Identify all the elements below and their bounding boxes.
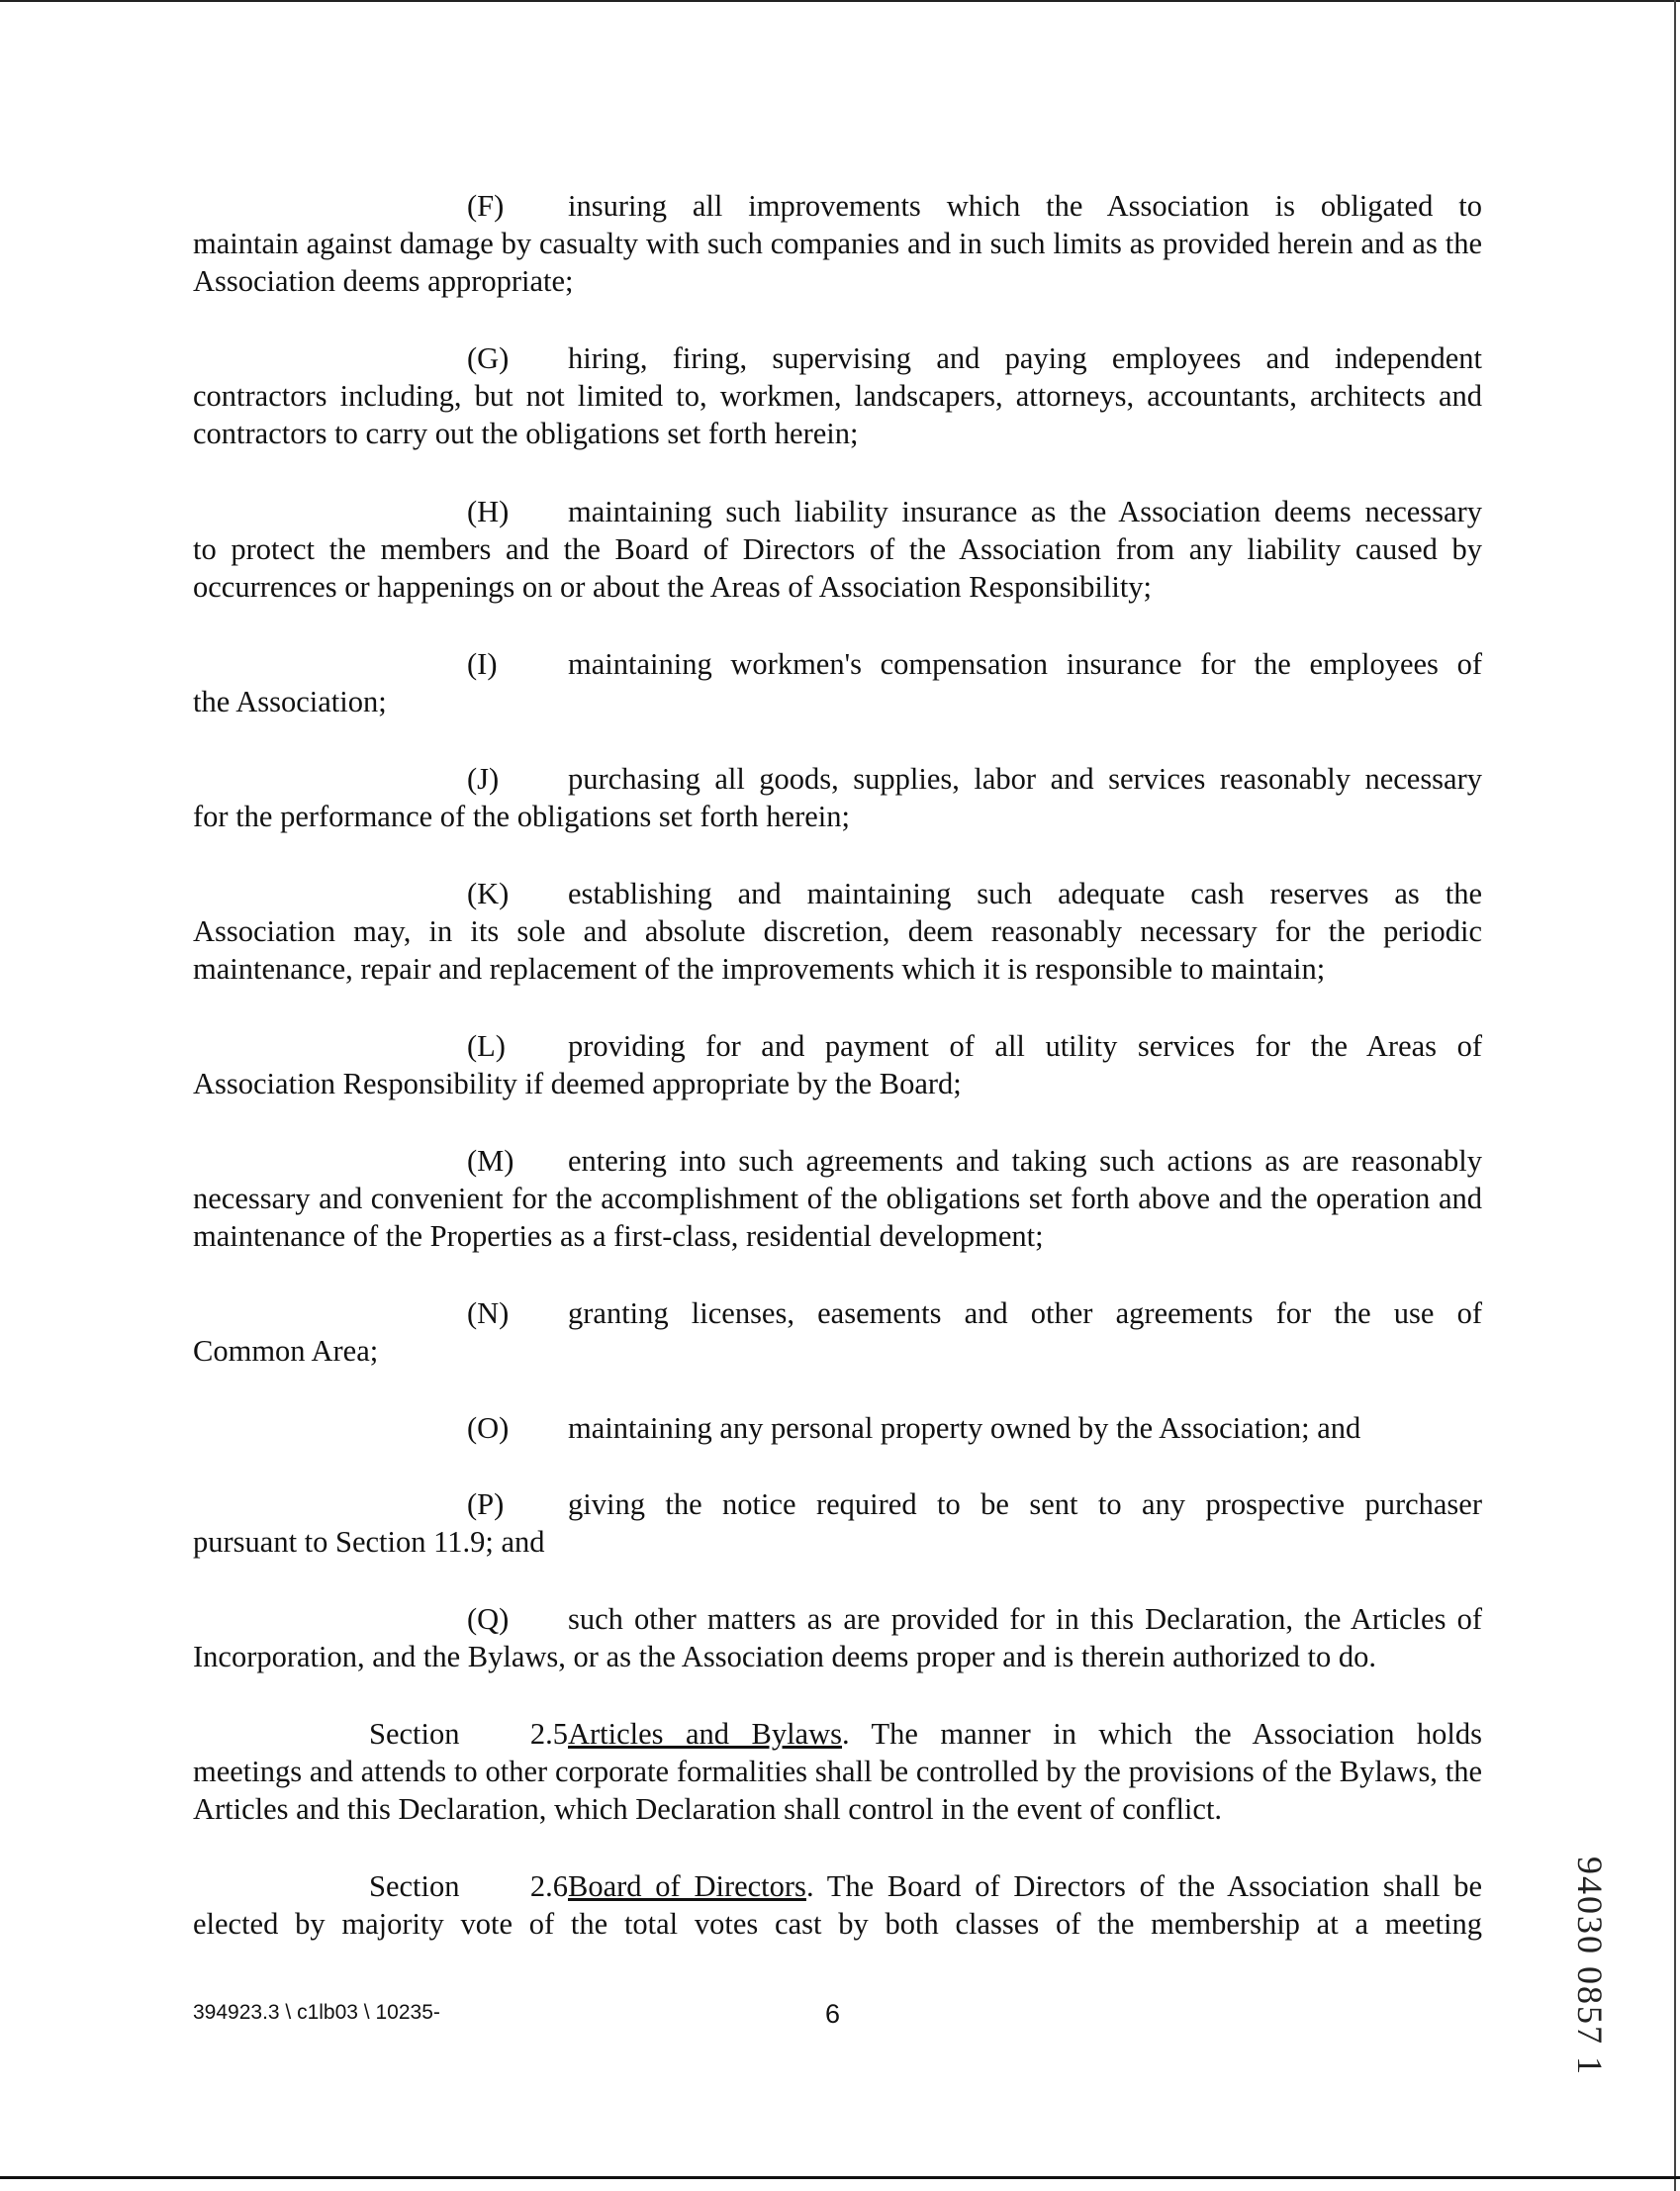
- item-lead: purchasing all goods, supplies, labor and services reasonably necessary: [568, 762, 1482, 796]
- section-number: Section 2.5: [369, 1717, 568, 1751]
- item-letter: (F): [467, 189, 505, 223]
- item-rest: contractors including, but not limited to, workmen, landscapers, attorneys, accountants, architects and contractors to carry out the obligations set forth herein;: [193, 379, 1482, 450]
- recording-stamp: 94030 0857 1: [1570, 1857, 1610, 2076]
- item-rest: to protect the members and the Board of Directors of the Association from any liability caused by occurrences or happenings on or about the Areas of Association Responsibility;: [193, 532, 1482, 604]
- item-lead: maintaining workmen's compensation insurance for the employees of: [568, 647, 1482, 681]
- item-letter: (K): [467, 877, 510, 910]
- item-letter: (I): [467, 647, 498, 681]
- section-text-first: . The Board of Directors of the Association shall be: [805, 1869, 1482, 1903]
- item-n: [193, 1294, 1482, 1370]
- item-rest: for the performance of the obligations set forth herein;: [193, 800, 850, 833]
- item-rest: maintain against damage by casualty with such companies and in such limits as provided herein and as the Association deems appropriate;: [193, 227, 1482, 298]
- item-lead: giving the notice required to be sent to any prospective purchaser: [568, 1487, 1482, 1521]
- item-p: [193, 1485, 1482, 1561]
- item-m: [193, 1142, 1482, 1255]
- item-rest: necessary and convenient for the accomplishment of the obligations set forth above and the operation and maintenance of the Properties as a first-class, residential development;: [193, 1182, 1482, 1253]
- item-lead: maintaining such liability insurance as the Association deems necessary: [568, 495, 1482, 528]
- section-text-rest: meetings and attends to other corporate formalities shall be controlled by the provisions of the Bylaws, the Articles and this Declaration, which Declaration shall control in the event of conflict.: [193, 1755, 1482, 1826]
- item-j: [193, 760, 1482, 835]
- section-text-first: . The manner in which the Association holds: [841, 1717, 1482, 1751]
- item-rest: pursuant to Section 11.9; and: [193, 1525, 545, 1559]
- item-g: [193, 339, 1482, 452]
- item-lead: such other matters as are provided for in this Declaration, the Articles of: [568, 1602, 1482, 1636]
- section-number: Section 2.6: [369, 1869, 568, 1903]
- section-2-6: [193, 1867, 1482, 1943]
- item-rest: Association Responsibility if deemed appropriate by the Board;: [193, 1067, 962, 1100]
- item-q: [193, 1600, 1482, 1675]
- item-i: [193, 645, 1482, 720]
- footer-document-id: 394923.3 \ c1lb03 \ 10235-: [193, 2001, 440, 2024]
- top-scan-edge: [0, 0, 1680, 2]
- bottom-scan-edge: [0, 2176, 1680, 2179]
- item-letter: (O): [467, 1411, 510, 1445]
- item-letter: (G): [467, 341, 510, 375]
- section-heading: Board of Directors: [568, 1869, 806, 1903]
- item-lead: maintaining any personal property owned by the Association; and: [568, 1411, 1361, 1445]
- item-h: [193, 493, 1482, 606]
- item-lead: insuring all improvements which the Association is obligated to: [568, 189, 1482, 223]
- section-heading: Articles and Bylaws: [568, 1717, 842, 1751]
- item-letter: (J): [467, 762, 500, 796]
- item-lead: granting licenses, easements and other agreements for the use of: [568, 1296, 1482, 1330]
- section-text-rest: elected by majority vote of the total votes cast by both classes of the membership at a meeting: [193, 1907, 1482, 1941]
- item-k: [193, 875, 1482, 988]
- item-lead: entering into such agreements and taking such actions as are reasonably: [568, 1144, 1482, 1178]
- item-o: [193, 1409, 1482, 1447]
- item-lead: providing for and payment of all utility services for the Areas of: [568, 1029, 1482, 1063]
- item-f: [193, 187, 1482, 300]
- page-number: 6: [825, 1999, 841, 2029]
- item-letter: (M): [467, 1144, 514, 1178]
- item-lead: hiring, firing, supervising and paying employees and independent: [568, 341, 1482, 375]
- item-letter: (H): [467, 495, 510, 528]
- right-scan-edge: [1674, 0, 1676, 2191]
- item-rest: the Association;: [193, 685, 387, 718]
- item-lead: establishing and maintaining such adequate cash reserves as the: [568, 877, 1482, 910]
- item-letter: (Q): [467, 1602, 510, 1636]
- item-letter: (N): [467, 1296, 510, 1330]
- item-letter: (L): [467, 1029, 506, 1063]
- section-2-5: [193, 1715, 1482, 1828]
- item-l: [193, 1027, 1482, 1102]
- item-rest: Common Area;: [193, 1334, 379, 1368]
- item-rest: Association may, in its sole and absolute discretion, deem reasonably necessary for the periodic maintenance, repair and replacement of the improvements which it is responsible to maintain;: [193, 914, 1482, 986]
- item-letter: (P): [467, 1487, 505, 1521]
- item-rest: Incorporation, and the Bylaws, or as the Association deems proper and is therein authorized to do.: [193, 1640, 1376, 1673]
